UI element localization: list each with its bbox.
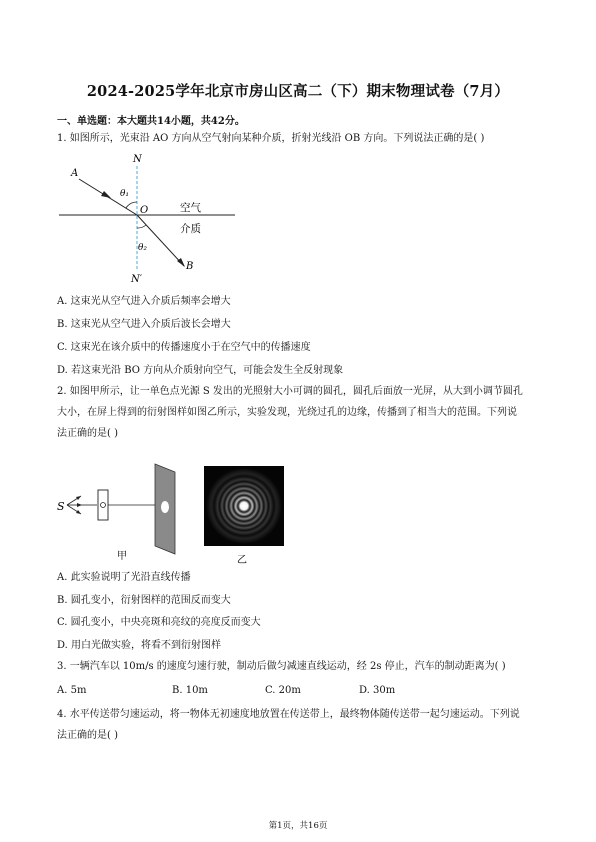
- q2-stem-line3: 法正确的是( ): [57, 428, 118, 439]
- q1-option-d: D. 若这束光沿 BO 方向从介质射向空气，可能会发生全反射现象: [57, 365, 344, 376]
- q1-option-a: A. 这束光从空气进入介质后频率会增大: [57, 296, 231, 307]
- q2-option-d: D. 用白光做实验，将看不到衍射图样: [57, 640, 222, 651]
- theta2-arc: [137, 225, 146, 228]
- refracted-ray: [137, 215, 184, 266]
- page-footer: 第1页，共16页: [268, 821, 328, 831]
- caption-jia: 甲: [117, 551, 127, 562]
- q2-stem-line2: 大小，在屏上得到的衍射图样如图乙所示，实验发现，光绕过孔的边缘，传播到了相当大的范围。下列说: [57, 407, 517, 418]
- q2-option-b: B. 圆孔变小，衍射图样的范围反而变大: [57, 595, 231, 606]
- q3-option-b: B. 10m: [172, 685, 208, 696]
- q2-option-a: A. 此实验说明了光沿直线传播: [57, 572, 191, 583]
- theta1-arc: [126, 202, 137, 208]
- q2-option-c: C. 圆孔变小，中央亮斑和亮纹的亮度反而变大: [57, 617, 261, 628]
- q3-stem: 3. 一辆汽车以 10m/s 的速度匀速行驶，制动后做匀减速直线运动，经 2s 停止，汽车的制动距离为( ): [57, 661, 506, 672]
- q1-option-b: B. 这束光从空气进入介质后波长会增大: [57, 319, 231, 330]
- q2-figure-yi: [204, 466, 284, 568]
- label-N-prime: N′: [131, 274, 143, 285]
- label-O: O: [140, 205, 149, 216]
- section-heading: 一、单选题：本大题共14小题，共42分。: [57, 116, 245, 127]
- q1-option-c: C. 这束光在该介质中的传播速度小于在空气中的传播速度: [57, 342, 311, 353]
- label-air: 空气: [180, 202, 201, 214]
- page-title: 2024-2025学年北京市房山区高二（下）期末物理试卷（7月）: [86, 83, 510, 100]
- q3-option-a: A. 5m: [57, 685, 87, 696]
- label-A: A: [71, 168, 79, 179]
- q4-stem-line2: 法正确的是( ): [57, 730, 118, 741]
- q2-figure-jia: [57, 460, 192, 566]
- q4-stem-line1: 4. 水平传送带匀速运动，将一物体无初速度地放置在传送带上，最终物体随传送带一起匀速运动。下列说: [57, 709, 520, 720]
- aperture-hole: [101, 503, 106, 508]
- label-theta1: θ₁: [120, 189, 130, 199]
- q3-option-c: C. 20m: [265, 685, 301, 696]
- q3-options: [57, 685, 541, 699]
- q3-option-d: D. 30m: [359, 685, 396, 696]
- screen-bright-spot: [161, 501, 169, 513]
- label-B: B: [186, 261, 194, 272]
- label-N: N: [133, 154, 142, 165]
- incident-ray-arrow: [101, 191, 111, 198]
- label-medium: 介质: [180, 223, 201, 235]
- q1-stem: 1. 如图所示，光束沿 AO 方向从空气射向某种介质，折射光线沿 OB 方向。下列说法正确的是( ): [57, 133, 485, 144]
- q1-refraction-diagram: [57, 152, 237, 288]
- caption-yi: 乙: [237, 555, 247, 566]
- label-S: S: [57, 500, 65, 513]
- label-theta2: θ₂: [138, 243, 148, 253]
- q2-stem-line1: 2. 如图甲所示，让一单色点光源 S 发出的光照射大小可调的圆孔，圆孔后面放一光屏，从大到小调节圆孔: [57, 386, 523, 397]
